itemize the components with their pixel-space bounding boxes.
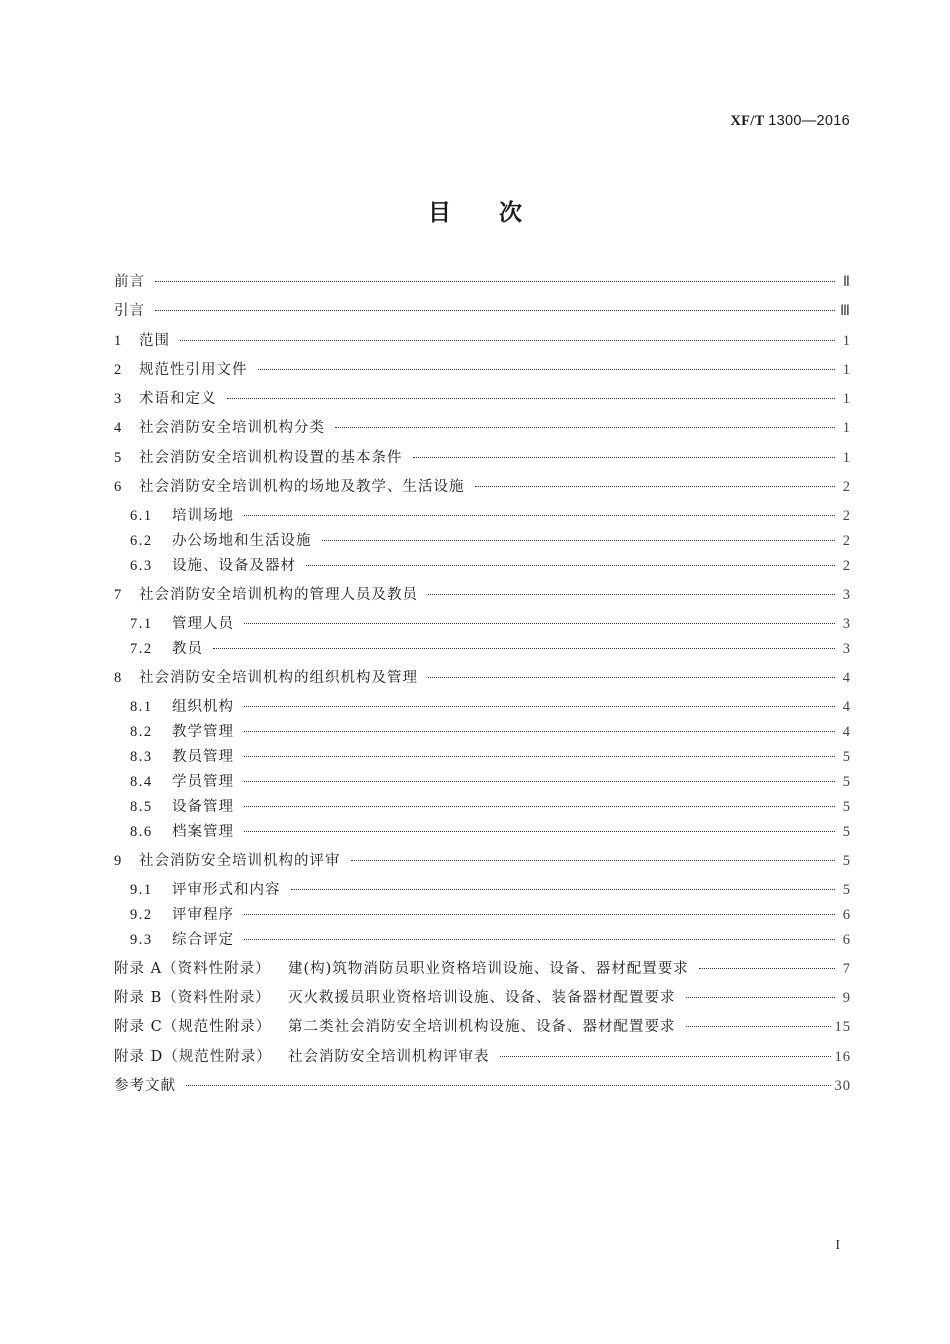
toc-entry-number: 8.6 <box>130 823 153 840</box>
toc-entry-number: 9.2 <box>130 906 153 923</box>
toc-entry-page: Ⅲ <box>840 303 851 320</box>
toc-entry[interactable] <box>114 329 851 358</box>
toc-entry[interactable] <box>114 504 851 529</box>
toc-appendix-label: 附录 A（资料性附录） <box>114 960 271 977</box>
toc-entry-number: 8.1 <box>130 699 153 716</box>
toc-entry-page: 5 <box>842 852 851 869</box>
toc-entry-title: 社会消防安全培训机构设置的基本条件 <box>139 449 403 466</box>
dot-leader <box>244 781 835 782</box>
toc-entry-title: 社会消防安全培训机构评审表 <box>288 1048 490 1065</box>
toc-entry-title: 社会消防安全培训机构的管理人员及教员 <box>139 587 418 604</box>
toc-entry-number: 7 <box>114 587 123 604</box>
page-number: I <box>835 1238 840 1253</box>
toc-entry-page: 1 <box>842 391 851 408</box>
toc-entry-number: 2 <box>114 361 123 378</box>
dot-leader <box>244 914 835 915</box>
toc-entry-title: 办公场地和生活设施 <box>172 533 312 550</box>
toc-entry-page: 2 <box>842 533 851 550</box>
table-of-contents <box>114 270 851 1103</box>
toc-entry-page: 2 <box>842 558 851 575</box>
toc-entry-page: 1 <box>842 449 851 466</box>
toc-entry-title: 评审形式和内容 <box>172 882 281 899</box>
toc-entry-title: 规范性引用文件 <box>139 361 248 378</box>
toc-entry[interactable] <box>114 529 851 554</box>
dot-leader <box>428 677 835 678</box>
toc-entry[interactable] <box>114 554 851 579</box>
toc-entry-page: 5 <box>842 823 851 840</box>
toc-entry-title: 评审程序 <box>172 906 234 923</box>
toc-entry-title: 灭火救援员职业资格培训设施、设备、装备器材配置要求 <box>288 990 676 1007</box>
toc-entry[interactable] <box>114 583 851 612</box>
toc-entry-page: 9 <box>842 990 851 1007</box>
toc-entry[interactable] <box>114 387 851 416</box>
toc-entry-title: 培训场地 <box>172 508 234 525</box>
dot-leader <box>244 756 835 757</box>
toc-entry-title: 学员管理 <box>172 774 234 791</box>
dot-leader <box>335 427 835 428</box>
toc-entry-number: 7.1 <box>130 616 153 633</box>
standard-prefix: XF/T <box>730 113 765 129</box>
toc-entry[interactable] <box>114 986 851 1015</box>
dot-leader <box>227 398 836 399</box>
toc-entry-page: 3 <box>842 616 851 633</box>
toc-entry[interactable] <box>114 795 851 820</box>
toc-entry-title: 参考文献 <box>114 1077 176 1094</box>
toc-entry[interactable] <box>114 878 851 903</box>
toc-entry-number: 9.1 <box>130 882 153 899</box>
toc-entry[interactable] <box>114 903 851 928</box>
toc-entry-number: 5 <box>114 449 123 466</box>
toc-entry-page: 5 <box>842 749 851 766</box>
toc-entry-title: 教学管理 <box>172 724 234 741</box>
toc-entry-number: 9.3 <box>130 931 153 948</box>
toc-entry[interactable] <box>114 820 851 845</box>
toc-entry-title: 档案管理 <box>172 823 234 840</box>
dot-leader <box>244 515 835 516</box>
toc-entry-title: 引言 <box>114 303 145 320</box>
toc-entry[interactable] <box>114 745 851 770</box>
dot-leader <box>258 369 836 370</box>
toc-entry-number: 7.2 <box>130 641 153 658</box>
dot-leader <box>291 889 836 890</box>
toc-entry-page: 3 <box>842 641 851 658</box>
toc-entry-number: 6.2 <box>130 533 153 550</box>
toc-entry-title: 术语和定义 <box>139 391 217 408</box>
toc-entry-number: 8.5 <box>130 798 153 815</box>
toc-entry-page: 2 <box>842 479 851 496</box>
toc-entry[interactable] <box>114 612 851 637</box>
toc-entry-page: 4 <box>842 670 851 687</box>
toc-entry-page: 6 <box>842 906 851 923</box>
toc-entry-page: 5 <box>842 882 851 899</box>
toc-entry[interactable] <box>114 957 851 986</box>
toc-entry-page: 1 <box>842 420 851 437</box>
dot-leader <box>351 860 836 861</box>
dot-leader <box>155 281 835 282</box>
toc-appendix-label: 附录 D（规范性附录） <box>114 1048 272 1065</box>
toc-entry-number: 4 <box>114 420 123 437</box>
toc-entry-title: 社会消防安全培训机构的组织机构及管理 <box>139 670 418 687</box>
toc-entry-number: 6 <box>114 479 123 496</box>
toc-entry[interactable] <box>114 475 851 504</box>
dot-leader <box>322 540 836 541</box>
toc-entry[interactable] <box>114 270 851 299</box>
standard-code <box>730 113 850 130</box>
toc-entry[interactable] <box>114 1045 851 1074</box>
toc-entry-number: 6.1 <box>130 508 153 525</box>
dot-leader <box>244 806 835 807</box>
dot-leader <box>244 623 835 624</box>
dot-leader <box>244 831 835 832</box>
toc-entry-page: 3 <box>842 587 851 604</box>
toc-entry[interactable] <box>114 849 851 878</box>
dot-leader <box>686 1026 831 1027</box>
toc-entry[interactable] <box>114 637 851 662</box>
dot-leader <box>475 486 836 487</box>
toc-entry[interactable] <box>114 666 851 695</box>
page-title: 目次 <box>428 200 570 226</box>
toc-entry[interactable] <box>114 695 851 720</box>
toc-entry-title: 设施、设备及器材 <box>172 558 296 575</box>
toc-entry-page: 16 <box>834 1048 851 1065</box>
toc-entry-page: 1 <box>842 361 851 378</box>
toc-entry[interactable] <box>114 416 851 445</box>
toc-entry-title: 教员 <box>172 641 203 658</box>
toc-entry-title: 综合评定 <box>172 931 234 948</box>
toc-entry-number: 8.3 <box>130 749 153 766</box>
toc-entry-page: 5 <box>842 774 851 791</box>
dot-leader <box>155 310 835 311</box>
toc-entry-title: 组织机构 <box>172 699 234 716</box>
standard-number: 1300—2016 <box>768 113 850 129</box>
dot-leader <box>213 648 835 649</box>
toc-entry[interactable] <box>114 1015 851 1044</box>
toc-entry-title: 教员管理 <box>172 749 234 766</box>
toc-entry-page: 2 <box>842 508 851 525</box>
toc-entry-number: 8 <box>114 670 123 687</box>
toc-entry[interactable] <box>114 446 851 475</box>
toc-entry-number: 8.2 <box>130 724 153 741</box>
toc-entry-page: 15 <box>834 1019 851 1036</box>
toc-entry[interactable] <box>114 1074 851 1103</box>
toc-entry-page: 6 <box>842 931 851 948</box>
toc-entry-page: Ⅱ <box>842 274 851 290</box>
toc-entry[interactable] <box>114 299 851 328</box>
dot-leader <box>306 565 835 566</box>
toc-entry-page: 4 <box>842 724 851 741</box>
toc-entry-number: 1 <box>114 332 123 349</box>
toc-entry-page: 1 <box>842 332 851 349</box>
toc-entry-title: 第二类社会消防安全培训机构设施、设备、器材配置要求 <box>288 1019 676 1036</box>
dot-leader <box>500 1056 831 1057</box>
toc-entry-page: 5 <box>842 798 851 815</box>
toc-appendix-label: 附录 C（规范性附录） <box>114 1019 272 1036</box>
toc-entry-title: 建(构)筑物消防员职业资格培训设施、设备、器材配置要求 <box>288 960 689 977</box>
toc-entry-title: 设备管理 <box>172 798 234 815</box>
dot-leader <box>686 997 836 998</box>
toc-entry-page: 4 <box>842 699 851 716</box>
dot-leader <box>244 939 835 940</box>
toc-entry-title: 社会消防安全培训机构分类 <box>139 420 325 437</box>
toc-entry[interactable] <box>114 720 851 745</box>
toc-entry-number: 3 <box>114 391 123 408</box>
dot-leader <box>244 731 835 732</box>
dot-leader <box>180 340 835 341</box>
dot-leader <box>186 1085 831 1086</box>
toc-entry-title: 社会消防安全培训机构的场地及教学、生活设施 <box>139 479 465 496</box>
toc-entry-page: 30 <box>834 1077 851 1094</box>
dot-leader <box>413 457 836 458</box>
dot-leader <box>244 706 835 707</box>
toc-entry-title: 前言 <box>114 274 145 290</box>
toc-entry[interactable] <box>114 358 851 387</box>
toc-entry-title: 社会消防安全培训机构的评审 <box>139 852 341 869</box>
toc-entry-number: 8.4 <box>130 774 153 791</box>
toc-entry-page: 7 <box>842 960 851 977</box>
toc-entry[interactable] <box>114 770 851 795</box>
toc-entry-number: 6.3 <box>130 558 153 575</box>
toc-entry-number: 9 <box>114 852 123 869</box>
dot-leader <box>428 594 835 595</box>
toc-appendix-label: 附录 B（资料性附录） <box>114 990 271 1007</box>
toc-entry-title: 范围 <box>139 332 170 349</box>
dot-leader <box>699 968 835 969</box>
toc-entry[interactable] <box>114 928 851 953</box>
toc-entry-title: 管理人员 <box>172 616 234 633</box>
